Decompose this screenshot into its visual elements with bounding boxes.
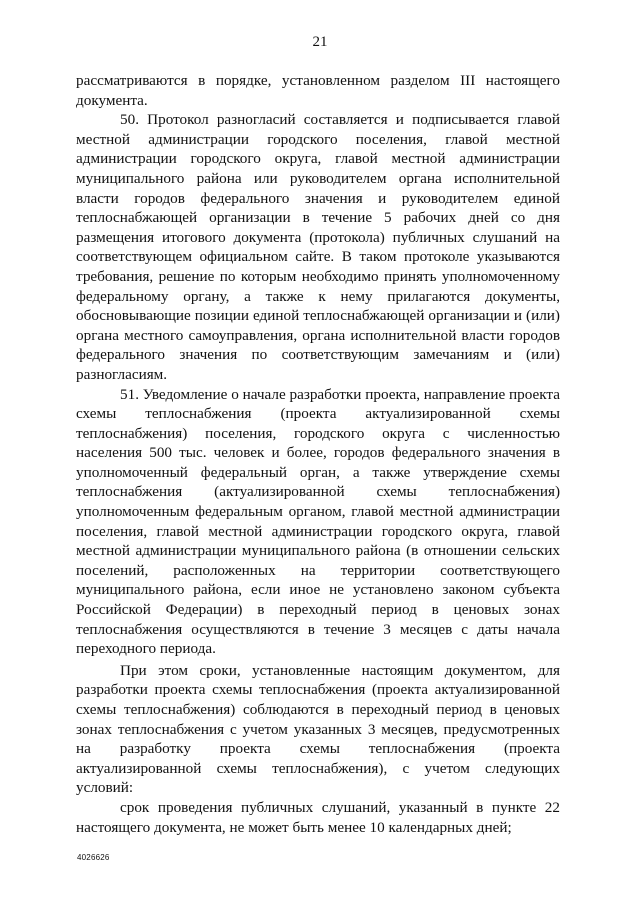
document-code: 4026626 bbox=[77, 853, 110, 862]
paragraph-item-51: 51. Уведомление о начале разработки проекта, направление проекта схемы теплоснабжения (проекта актуализированной схемы теплоснабжения) поселения, городского округа с численностью населения 500 тыс. человек и более, городов федерального значения в уполномоченный федеральный орган, а также утверждение схемы теплоснабжения (актуализированной схемы теплоснабжения) уполномоченным федеральным органом, главой местной администрации поселения, главой местной администрации городского округа, главой местной администрации муниципального района (в отношении сельских поселений, расположенных на территории соответствующего муниципального района, если иное не установлено законом субъекта Российской Федерации) в переходный период в ценовых зонах теплоснабжения осуществляются в течение 3 месяцев с даты начала переходного периода. bbox=[76, 385, 560, 658]
paragraph-continuation: рассматриваются в порядке, установленном разделом III настоящего документа. bbox=[76, 72, 560, 109]
paragraph-item-50: 50. Протокол разногласий составляется и подписывается главой местной администрации городского поселения, главой местной администрации городского округа, главой местной администрации муниципального района или руководителем органа исполнительной власти городов федерального значения и руководителем единой теплоснабжающей организации в течение 5 рабочих дней со дня размещения итогового документа (протокола) публичных слушаний на соответствующем официальном сайте. В таком протоколе указываются требования, решение по которым необходимо принять уполномоченному федеральному органу, а также к нему прилагаются документы, обосновывающие позиции единой теплоснабжающей организации и (или) органа местного самоуправления, органа исполнительной власти городов федерального значения по соответствующим замечаниям и (или) разногласиям. bbox=[76, 111, 560, 383]
paragraph-condition: срок проведения публичных слушаний, указанный в пункте 22 настоящего документа, не может быть менее 10 календарных дней; bbox=[76, 798, 560, 836]
page-number: 21 bbox=[312, 34, 328, 50]
paragraph-deadlines: При этом сроки, установленные настоящим документом, для разработки проекта схемы теплоснабжения (проекта актуализированной схемы теплоснабжения) соблюдаются в переходный период в ценовых зонах теплоснабжения с учетом указанных 3 месяцев, предусмотренных на разработку проекта схемы теплоснабжения (проекта актуализированной схемы теплоснабжения), с учетом следующих условий: bbox=[76, 661, 560, 797]
document-body bbox=[76, 71, 560, 837]
